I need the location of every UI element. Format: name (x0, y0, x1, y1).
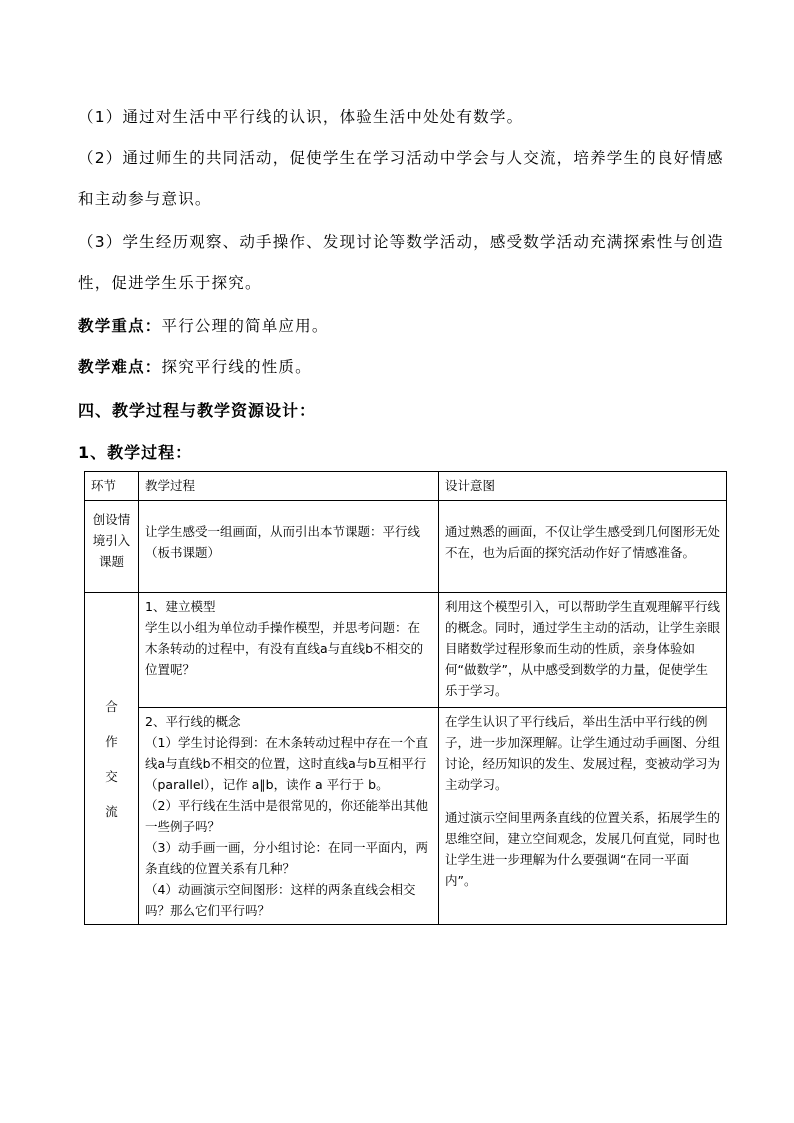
stage-char: 流 (105, 803, 118, 819)
stage-char: 交 (105, 768, 118, 784)
intent-concept-2: 通过演示空间里两条直线的位置关系，拓展学生的思维空间，建立空间观念，发展几何直觉，同时也让学生进一步理解为什么要强调“在同一平面内”。 (445, 810, 721, 888)
stage-char: 作 (105, 733, 118, 749)
key-point (78, 306, 728, 347)
difficult-point-label: 教学难点： (78, 358, 162, 376)
process-concept-item: （2）平行线在生活中是很常见的，你还能举出其他一些例子吗？ (145, 798, 428, 834)
intent-cell-concept (439, 708, 727, 925)
process-cell-model (139, 593, 439, 708)
stage-intro-label: 创设情境引入课题 (92, 512, 131, 569)
header-intent: 设计意图 (439, 472, 727, 501)
intent-gap (445, 795, 720, 807)
sub-heading: 1、教学过程： (78, 443, 193, 462)
key-point-text: 平行公理的简单应用。 (161, 317, 329, 335)
difficult-point-text: 探究平行线的性质。 (161, 358, 312, 376)
table-header-row (85, 472, 727, 501)
difficult-point (78, 347, 728, 388)
stage-cell-intro (85, 501, 139, 593)
process-concept-title: 2、平行线的概念 (145, 714, 241, 729)
header-process: 教学过程 (139, 472, 439, 501)
section-heading: 四、教学过程与教学资源设计： (78, 401, 317, 420)
objective-2: （2）通过师生的共同活动，促使学生在学习活动中学会与人交流，培养学生的良好情感和主动参与意识。 (78, 149, 724, 208)
intent-concept-1: 在学生认识了平行线后，举出生活中平行线的例子，进一步加深理解。让学生通过动手画图、分组讨论，经历知识的发生、发展过程，变被动学习为主动学习。 (445, 714, 721, 792)
process-concept-item: （3）动手画一画，分小组讨论：在同一平面内，两条直线的位置关系有几种？ (145, 840, 428, 876)
process-model-title: 1、建立模型 (145, 599, 216, 614)
objective-3: （3）学生经历观察、动手操作、发现讨论等数学活动，感受数学活动充满探索性与创造性，促进学生乐于探究。 (78, 233, 724, 292)
header-stage: 环节 (85, 472, 139, 501)
process-model-text: 学生以小组为单位动手操作模型，并思考问题：在木条转动的过程中，有没有直线a与直线b不相交的位置呢？ (145, 620, 424, 677)
stage-char: 合 (105, 698, 118, 714)
table-row (85, 593, 727, 708)
table-row (85, 708, 727, 925)
process-cell-intro: 让学生感受一组画面，从而引出本节课题：平行线（板书课题） (139, 501, 439, 593)
intent-cell-model: 利用这个模型引入，可以帮助学生直观理解平行线的概念。同时，通过学生主动的活动，让学生亲眼目睹数学过程形象而生动的性质，亲身体验如何“做数学”，从中感受到数学的力量，促使学生乐于学习。 (439, 593, 727, 708)
teaching-process-table (84, 471, 727, 925)
table-row (85, 501, 727, 593)
process-cell-concept (139, 708, 439, 925)
process-concept-item: （4）动画演示空间图形：这样的两条直线会相交吗？那么它们平行吗？ (145, 882, 416, 918)
objective-1: （1）通过对生活中平行线的认识，体验生活中处处有数学。 (78, 108, 524, 126)
intent-cell-intro: 通过熟悉的画面，不仅让学生感受到几何图形无处不在，也为后面的探究活动作好了情感准备。 (439, 501, 727, 593)
stage-cell-cooperate (85, 593, 139, 925)
key-point-label: 教学重点： (78, 317, 162, 335)
process-concept-item: （1）学生讨论得到：在木条转动过程中存在一个直线a与直线b不相交的位置，这时直线a与b互相平行（parallel），记作 a∥b，读作 a 平行于 b。 (145, 735, 428, 792)
